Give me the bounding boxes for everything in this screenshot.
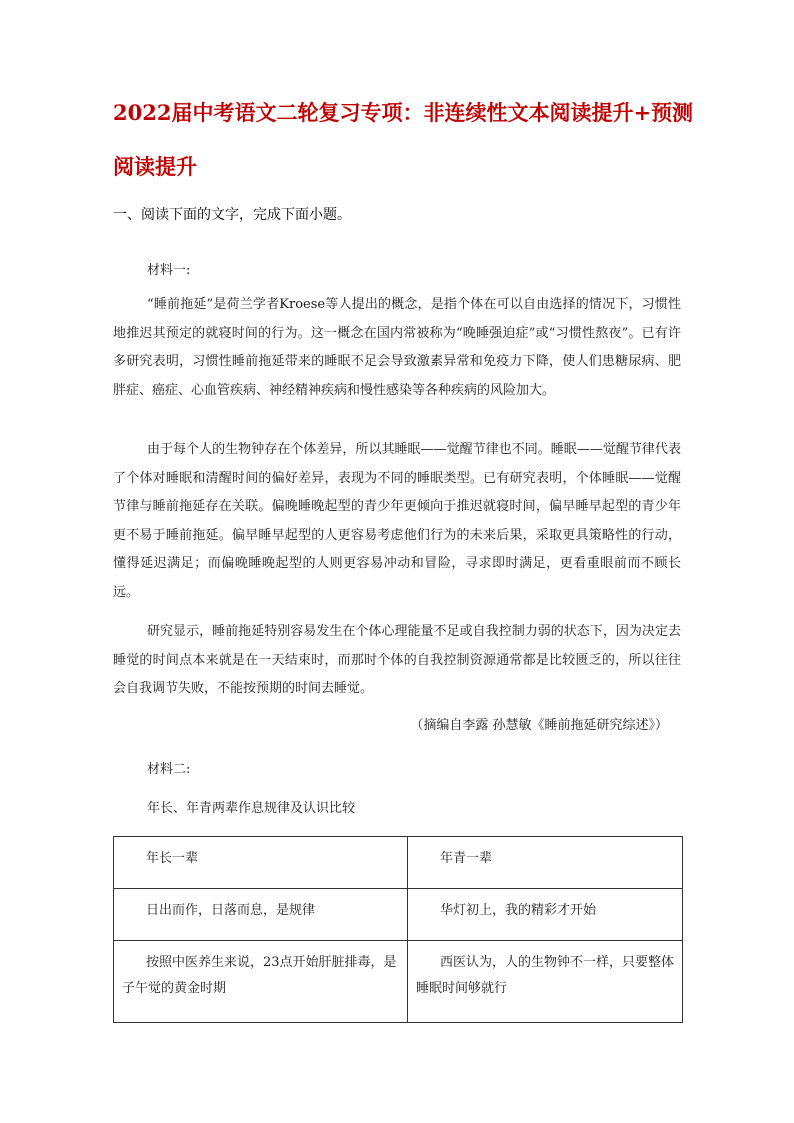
table-caption: 年长、年青两辈作息规律及认识比较 bbox=[147, 801, 356, 816]
material2-label: 材料二: bbox=[147, 762, 191, 777]
question-heading: 一、阅读下面的文字，完成下面小题。 bbox=[113, 207, 351, 223]
comparison-table bbox=[113, 836, 683, 1023]
material1-source: （摘编自李露 孙慧敏《睡前拖延研究综述》） bbox=[410, 718, 668, 733]
table-cell bbox=[408, 941, 683, 1023]
table-cell bbox=[114, 889, 408, 941]
table-cell bbox=[408, 889, 683, 941]
table-row bbox=[114, 837, 683, 889]
table-row bbox=[114, 941, 683, 1023]
table-cell bbox=[114, 941, 408, 1023]
table-cell bbox=[114, 837, 408, 889]
cell-text: 日出而作，日落而息，是规律 bbox=[146, 903, 316, 918]
cell-text: 按照中医养生来说，23点开始肝脏排毒，是子午觉的黄金时期 bbox=[122, 955, 397, 996]
cell-text: 华灯初上，我的精彩才开始 bbox=[440, 903, 597, 918]
table-row bbox=[114, 889, 683, 941]
document-title-line2: 阅读提升 bbox=[113, 154, 197, 179]
material1-paragraph-3: 研究显示，睡前拖延特别容易发生在个体心理能量不足或自我控制力弱的状态下，因为决定去睡觉的时间点本来就是在一天结束时，而那时个体的自我控制资源通常都是比较匮乏的，所以往往会自我调节失败，不能按预期的时间去睡觉。 bbox=[113, 624, 681, 697]
cell-text: 西医认为，人的生物钟不一样，只要整体睡眠时间够就行 bbox=[416, 955, 675, 996]
document-title-line1: 2022届中考语文二轮复习专项：非连续性文本阅读提升+预测 bbox=[113, 100, 694, 125]
material1-paragraph-1: “睡前拖延”是荷兰学者Kroese等人提出的概念，是指个体在可以自由选择的情况下，习惯性地推迟其预定的就寝时间的行为。这一概念在国内常被称为“晚睡强迫症”或“习惯性熬夜”。已有许多研究表明，习惯性睡前拖延带来的睡眠不足会导致激素异常和免疫力下降，使人们患糖尿病、肥胖症、癌症、心血管疾病、神经精神疾病和慢性感染等各种疾病的风险加大。 bbox=[113, 297, 681, 398]
table-cell bbox=[408, 837, 683, 889]
material1-paragraph-2: 由于每个人的生物钟存在个体差异，所以其睡眠——觉醒节律也不同。睡眠——觉醒节律代表了个体对睡眠和清醒时间的偏好差异，表现为不同的睡眠类型。已有研究表明，个体睡眠——觉醒节律与睡前拖延存在关联。偏晚睡晚起型的青少年更倾向于推迟就寝时间，偏早睡早起型的青少年更不易于睡前拖延。偏早睡早起型的人更容易考虑他们行为的未来后果，采取更具策略性的行动，懂得延迟满足；而偏晚睡晚起型的人则更容易冲动和冒险，寻求即时满足，更看重眼前而不顾长远。 bbox=[113, 442, 681, 600]
material1-label: 材料一: bbox=[147, 263, 191, 278]
cell-text: 年青一辈 bbox=[440, 851, 493, 866]
cell-text: 年长一辈 bbox=[146, 851, 199, 866]
